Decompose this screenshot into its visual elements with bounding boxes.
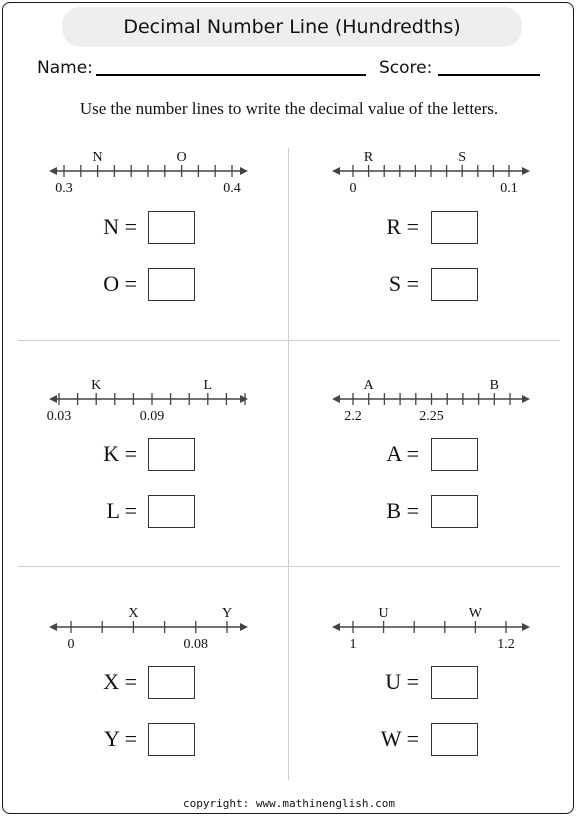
answer-box-l[interactable]	[148, 495, 195, 528]
answer-box-w[interactable]	[431, 723, 478, 756]
answer-label-a: A =	[386, 441, 419, 466]
point-letter-u: U	[378, 606, 389, 621]
tick-label: 0.09	[139, 409, 165, 424]
point-letter-y: Y	[221, 606, 233, 621]
tick-label: 2.2	[344, 409, 362, 424]
tick-label: 0	[67, 637, 75, 652]
answer-box-r[interactable]	[431, 211, 478, 244]
tick-label: 0	[349, 181, 357, 196]
tick-label: 0.08	[183, 637, 209, 652]
answer-label-b: B =	[386, 498, 419, 523]
point-letter-l: L	[203, 378, 213, 393]
answer-label-k: K =	[103, 441, 137, 466]
answer-box-b[interactable]	[431, 495, 478, 528]
point-letter-w: W	[468, 606, 483, 621]
arrow-left-icon	[49, 623, 57, 631]
answer-box-k[interactable]	[148, 438, 195, 471]
arrow-left-icon	[332, 167, 340, 175]
point-letter-k: K	[91, 378, 102, 393]
arrow-right-icon	[240, 395, 248, 403]
copyright-text: copyright: www.mathinenglish.com	[183, 797, 395, 810]
answer-box-a[interactable]	[431, 438, 478, 471]
tick-label: 0.4	[223, 181, 241, 196]
name-label: Name:	[37, 58, 93, 78]
tick-label: 0.3	[55, 181, 73, 196]
point-letter-r: R	[363, 150, 374, 165]
answer-label-n: N =	[103, 214, 137, 239]
arrow-left-icon	[332, 623, 340, 631]
tick-label: 1	[349, 637, 357, 652]
tick-label: 2.25	[419, 409, 444, 424]
answer-box-x[interactable]	[148, 666, 195, 699]
score-label: Score:	[379, 58, 433, 78]
arrow-right-icon	[522, 167, 530, 175]
arrow-right-icon	[240, 623, 248, 631]
answer-label-y: Y =	[104, 726, 137, 751]
answer-box-u[interactable]	[431, 666, 478, 699]
answer-box-n[interactable]	[148, 211, 195, 244]
arrow-left-icon	[49, 167, 57, 175]
answer-label-s: S =	[388, 271, 419, 296]
point-letter-o: O	[176, 150, 187, 165]
arrow-right-icon	[522, 395, 530, 403]
point-letter-b: B	[489, 378, 499, 393]
point-letter-a: A	[363, 378, 374, 393]
point-letter-x: X	[128, 606, 139, 621]
arrow-right-icon	[522, 623, 530, 631]
answer-label-l: L =	[106, 498, 137, 523]
tick-label: 1.2	[497, 637, 515, 652]
arrow-left-icon	[332, 395, 340, 403]
answer-label-u: U =	[385, 669, 419, 694]
answer-box-y[interactable]	[148, 723, 195, 756]
worksheet-title: Decimal Number Line (Hundredths)	[62, 7, 522, 47]
arrow-right-icon	[240, 167, 248, 175]
answer-label-r: R =	[386, 214, 419, 239]
instructions: Use the number lines to write the decimal value of the letters.	[79, 99, 499, 118]
arrow-left-icon	[49, 395, 57, 403]
tick-label: 0.1	[500, 181, 518, 196]
answer-label-w: W =	[380, 726, 419, 751]
point-letter-n: N	[92, 150, 103, 165]
answer-box-s[interactable]	[431, 268, 478, 301]
answer-label-o: O =	[103, 271, 137, 296]
tick-label: 0.03	[46, 409, 72, 424]
answer-box-o[interactable]	[148, 268, 195, 301]
point-letter-s: S	[458, 150, 467, 165]
answer-label-x: X =	[103, 669, 137, 694]
